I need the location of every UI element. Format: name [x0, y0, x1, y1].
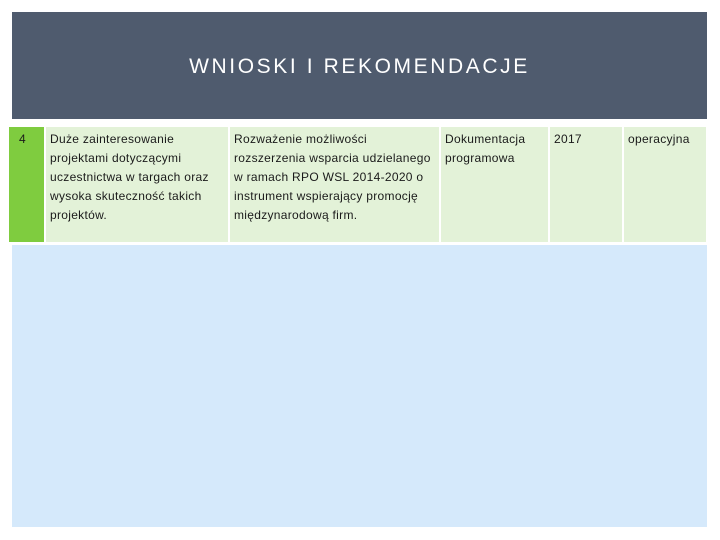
row-number-cell: 4 [9, 127, 45, 243]
recommendations-table [9, 127, 706, 244]
table-row [9, 127, 706, 243]
type-cell: operacyjna [623, 127, 706, 243]
content-area [12, 245, 707, 527]
conclusion-cell: Duże zainteresowanie projektami dotyczącymi uczestnictwa w targach oraz wysoka skuteczność takich projektów. [45, 127, 229, 243]
slide-title: WNIOSKI I REKOMENDACJE [189, 55, 530, 78]
deadline-cell: 2017 [549, 127, 623, 243]
slide-header [12, 12, 707, 119]
addressee-cell: Dokumentacja programowa [440, 127, 549, 243]
recommendation-cell: Rozważenie możliwości rozszerzenia wsparcia udzielanego w ramach RPO WSL 2014-2020 o instrument wspierający promocję międzynarodową firm. [229, 127, 440, 243]
